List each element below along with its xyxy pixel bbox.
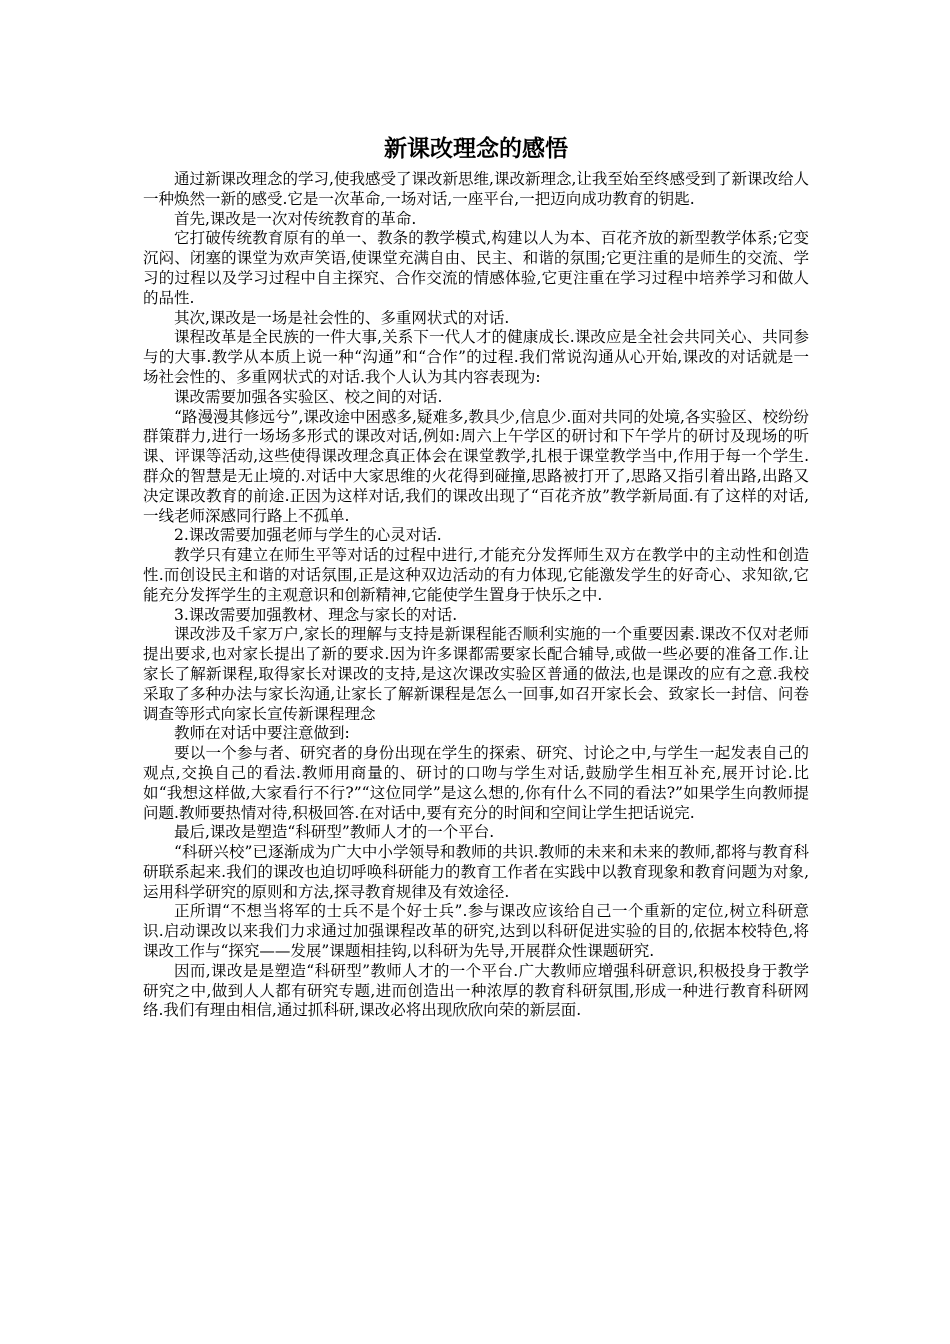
- paragraph: “科研兴校”已逐渐成为广大中小学领导和教师的共识.教师的未来和未来的教师,都将与教育科研联系起来.我们的课改也迫切呼唤科研能力的教育工作者在实践中以教育现象和教育问题为对象,运用科学研究的原则和方法,探寻教育规律及有效途径.: [143, 843, 809, 901]
- paragraph: 要以一个参与者、研究者的身份出现在学生的探索、研究、讨论之中,与学生一起发表自己的观点,交换自己的看法.教师用商量的、研讨的口吻与学生对话,鼓励学生相互补充,展开讨论.比如“我想这样做,大家看行不行?”“这位同学”是这么想的,你有什么不同的看法?”如果学生向教师提问题.教师要热情对待,积极回答.在对话中,要有充分的时间和空间让学生把话说完.: [143, 744, 809, 822]
- paragraph-heading-revolution: 首先,课改是一次对传统教育的革命.: [174, 209, 417, 228]
- paragraph: 课程改革是全民族的一件大事,关系下一代人才的健康成长.课改应是全社会共同关心、共同参与的大事.教学从本质上说一种“沟通”和“合作”的过程.我们常说沟通从心开始,课改的对话就是一场社会性的、多重网状式的对话.我个人认为其内容表现为:: [143, 328, 809, 386]
- paragraph-subheading-teacher: 教师在对话中要注意做到:: [174, 724, 350, 743]
- paragraph-subheading-2: 2.课改需要加强老师与学生的心灵对话.: [174, 526, 442, 545]
- paragraph: 教学只有建立在师生平等对话的过程中进行,才能充分发挥师生双方在教学中的主动性和创造性.而创设民主和谐的对话氛围,正是这种双边活动的有力体现,它能激发学生的好奇心、求知欲,它能充分发挥学生的主观意识和创新精神,它能使学生置身于快乐之中.: [143, 546, 809, 604]
- paragraph: 它打破传统教育原有的单一、教条的教学模式,构建以人为本、百花齐放的新型教学体系;它变沉闷、闭塞的课堂为欢声笑语,使课堂充满自由、民主、和谐的氛围;它更注重的是师生的交流、学习的过程以及学习过程中自主探究、合作交流的情感体验,它更注重在学习过程中培养学习和做人的品性.: [143, 229, 809, 307]
- paragraph-subheading-1: 课改需要加强各实验区、校之间的对话.: [174, 387, 443, 406]
- paragraph-conclusion: 因而,课改是是塑造“科研型”教师人才的一个平台.广大教师应增强科研意识,积极投身于教学研究之中,做到人人都有研究专题,进而创造出一种浓厚的教育科研氛围,形成一种进行教育科研网络.我们有理由相信,通过抓科研,课改必将出现欣欣向荣的新层面.: [143, 961, 809, 1020]
- paragraph-heading-research: 最后,课改是塑造“科研型”教师人才的一个平台.: [174, 823, 495, 842]
- paragraph: 课改涉及千家万户,家长的理解与支持是新课程能否顺利实施的一个重要因素.课改不仅对老师提出要求,也对家长提出了新的要求.因为许多课都需要家长配合辅导,或做一些必要的准备工作.让家长了解新课程,取得家长对课改的支持,是这次课改实验区普通的做法,也是课改的应有之意.我校采取了多种办法与家长沟通,让家长了解新课程是怎么一回事,如召开家长会、致家长一封信、问卷调查等形式向家长宣传新课程理念: [143, 625, 809, 723]
- paragraph-intro: 通过新课改理念的学习,使我感受了课改新思维,课改新理念,让我至始至终感受到了新课改给人一种焕然一新的感受.它是一次革命,一场对话,一座平台,一把迈向成功教育的钥匙.: [143, 170, 809, 208]
- paragraph: 正所谓“不想当将军的士兵不是个好士兵”.参与课改应该给自己一个重新的定位,树立科研意识.启动课改以来我们力求通过加强课程改革的研究,达到以科研促进实验的目的,依据本校特色,将课改工作与“探究——发展”课题相挂钩,以科研为先导,开展群众性课题研究.: [143, 902, 809, 961]
- document-body: [143, 170, 809, 1021]
- paragraph: “路漫漫其修远兮”,课改途中困惑多,疑难多,教具少,信息少.面对共同的处境,各实验区、校纷纷群策群力,进行一场场多形式的课改对话,例如:周六上午学区的研讨和下午学片的研讨及现场的听课、评课等活动,这些使得课改理念真正体会在课堂教学,扎根于课堂教学当中,作用于每一个学生.群众的智慧是无止境的.对话中大家思维的火花得到碰撞,思路被打开了,思路又指引着出路,出路又决定课改教育的前途.正因为这样对话,我们的课改出现了“百花齐放”教学新局面.有了这样的对话,一线老师深感同行路上不孤单.: [143, 407, 809, 525]
- document-title: 新课改理念的感悟: [384, 136, 568, 162]
- document-page: [143, 132, 809, 1021]
- paragraph-heading-dialogue: 其次,课改是一场是社会性的、多重网状式的对话.: [174, 308, 510, 327]
- paragraph-subheading-3: 3.课改需要加强教材、理念与家长的对话.: [174, 605, 458, 624]
